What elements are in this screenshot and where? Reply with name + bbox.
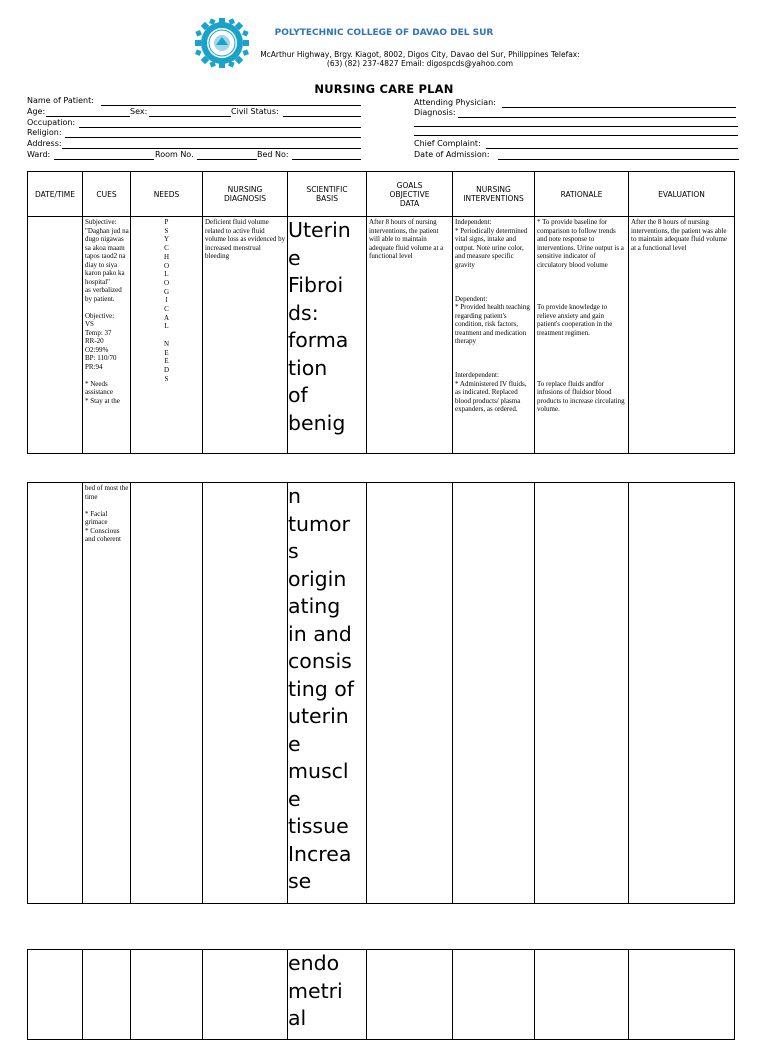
bed-line: [292, 159, 361, 160]
goals-cell: After 8 hours of nursing interventions, the patient will able to maintain adequate fluid volume at a functional level: [367, 217, 453, 454]
header-date-time: DATE/TIME: [28, 172, 83, 217]
attending-physician-label: Attending Physician:: [414, 98, 496, 107]
table-row: [28, 483, 735, 904]
college-address: [250, 50, 590, 68]
evaluation-cell: [629, 483, 735, 904]
college-seal-icon: [192, 17, 252, 69]
evaluation-cell: [629, 950, 735, 1040]
address-field[interactable]: [27, 139, 361, 150]
patient-name-field[interactable]: [27, 96, 361, 107]
nursing-care-plan-table: [27, 171, 735, 454]
ward-line: [54, 159, 154, 160]
scientific-basis-cell: endo metri al: [288, 950, 367, 1040]
header-cues: CUES: [83, 172, 131, 217]
date-time-cell: [28, 217, 83, 454]
page-title: NURSING CARE PLAN: [314, 82, 454, 96]
address-line-2: (63) (82) 237-4827 Email: digospcds@yahoo.com: [326, 59, 514, 68]
address-line-1: McArthur Highway, Brgy. Kiagot, 8002, Digos City, Davao del Sur, Philippines Telefax:: [260, 50, 580, 59]
sex-line: [149, 116, 231, 117]
goals-cell: [367, 950, 453, 1040]
header-needs: NEEDS: [131, 172, 203, 217]
rationale-cell: * To provide baseline for comparison to follow trends and note response to interventions. Urine output is a sensitive indicator of circulatory blood volume To provide knowledge to relieve anxiety and gain patient's cooperation in the treatment regimen. To replace fluids andfor infusions of fluidsor blood products to increase circulating volume.: [535, 217, 629, 454]
date-time-cell: [28, 483, 83, 904]
chief-complaint-line: [486, 148, 738, 149]
cues-cell: bed of most the time * Facial grimace * Conscious and coherent: [83, 483, 131, 904]
age-line: [46, 116, 130, 117]
patient-name-line: [101, 105, 361, 106]
evaluation-cell: After the 8 hours of nursing interventions, the patient was able to maintain adequate fluid volume at a functional level: [629, 217, 735, 454]
date-time-cell: [28, 950, 83, 1040]
patient-name-label: Name of Patient:: [27, 96, 94, 105]
needs-cell: P S Y C H O L O G I C A L N E E D S: [131, 217, 203, 454]
header-evaluation: EVALUATION: [629, 172, 735, 217]
needs-cell: [131, 483, 203, 904]
scientific-basis-cell: Uterin e Fibroi ds: forma tion of benig: [288, 217, 367, 454]
header-scientific-basis: SCIENTIFIC BASIS: [288, 172, 367, 217]
diagnosis-label: Diagnosis:: [414, 108, 456, 117]
rationale-cell: [535, 950, 629, 1040]
occupation-label: Occupation:: [27, 118, 76, 127]
header-rationale: RATIONALE: [535, 172, 629, 217]
civil-status-label: Civil Status:: [231, 107, 279, 116]
table-row: [28, 950, 735, 1040]
religion-line: [65, 137, 361, 138]
needs-cell: [131, 950, 203, 1040]
religion-field[interactable]: [27, 128, 361, 139]
chief-complaint-label: Chief Complaint:: [414, 139, 481, 148]
ward-room-bed-field[interactable]: [27, 150, 361, 161]
scientific-basis-cell: n tumor s origin ating in and consis ting of uterin e muscl e tissue Increa se: [288, 483, 367, 904]
table-row: [28, 217, 735, 454]
age-sex-civil-status-field[interactable]: [27, 107, 361, 118]
table-header-row: [28, 172, 735, 217]
nursing-interventions-cell: Independent: * Periodically determined vital signs, intake and output. Note urine color, and measure specific gravity Dependent: * Provided health teaching regarding patient's condition, risk factors, treatment and medication therapy Interdependent: * Administered IV fluids, as indicated. Replaced blood products/ plasma expanders, as ordered.: [453, 217, 535, 454]
religion-label: Religion:: [27, 128, 62, 137]
civil-status-line: [283, 116, 361, 117]
date-of-admission-line: [498, 159, 739, 160]
diagnosis-line: [458, 117, 736, 118]
address-line: [62, 148, 361, 149]
cues-cell: Subjective: "Daghan jud na dugo nigawas sa akoa maam tapos taod2 na diay to siya karon pako ka hospital" as verbalized by patient. Objective: VS Temp: 37 RR-20 O2:99% BP: 110/70 PR:94 * Needs assistance * Stay at the: [83, 217, 131, 454]
room-line: [197, 159, 257, 160]
nursing-interventions-cell: [453, 483, 535, 904]
nursing-diagnosis-cell: [203, 950, 288, 1040]
goals-cell: [367, 483, 453, 904]
chief-complaint-field[interactable]: [414, 139, 738, 150]
nursing-care-plan-continuation-table: [27, 949, 735, 1040]
diagnosis-field[interactable]: [414, 108, 736, 119]
cues-cell: [83, 950, 131, 1040]
address-label: Address:: [27, 139, 62, 148]
date-of-admission-label: Date of Admission:: [414, 150, 490, 159]
sex-label: Sex:: [130, 107, 148, 116]
diagnosis-extra-line: [414, 126, 738, 127]
header-goals: GOALS OBJECTIVE DATA: [367, 172, 453, 217]
diagnosis-extra-line: [414, 135, 738, 136]
bed-label: Bed No:: [257, 150, 289, 159]
ward-label: Ward:: [27, 150, 51, 159]
date-of-admission-field[interactable]: [414, 150, 739, 161]
nursing-interventions-cell: [453, 950, 535, 1040]
header-nursing-interventions: NURSING INTERVENTIONS: [453, 172, 535, 217]
room-label: Room No.: [155, 150, 194, 159]
rationale-cell: [535, 483, 629, 904]
nursing-diagnosis-cell: Deficient fluid volume related to active fluid volume loss as evidenced by increased menstrual bleeding: [203, 217, 288, 454]
nursing-care-plan-continuation-table: [27, 482, 735, 904]
header-nursing-diagnosis: NURSING DIAGNOSIS: [203, 172, 288, 217]
nursing-diagnosis-cell: [203, 483, 288, 904]
age-label: Age:: [27, 107, 46, 116]
college-name: POLYTECHNIC COLLEGE OF DAVAO DEL SUR: [274, 28, 494, 38]
